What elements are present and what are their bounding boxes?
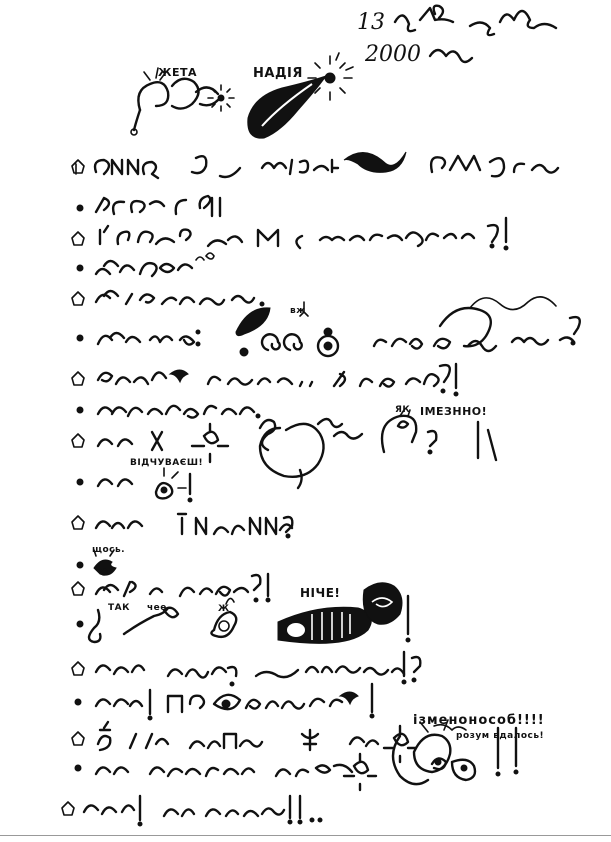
script-row-11 (96, 514, 292, 538)
script-row-12 (94, 550, 116, 575)
script-row-5 (96, 291, 264, 306)
script-row-4 (96, 253, 214, 276)
script-row-16 (96, 684, 374, 720)
label-tak: ТАК (108, 603, 130, 613)
label-imeznno: ІМЕЗННО! (420, 405, 488, 418)
script-row-1 (95, 152, 558, 178)
label-shchos: щось. (92, 545, 126, 555)
feather-comet-icon (248, 53, 353, 138)
label-vidchuvaesh: ВІДЧУВАЄШ! (130, 458, 204, 468)
script-row-19 (84, 796, 322, 826)
script-row-7 (98, 364, 458, 396)
label-yak: ЯК (395, 405, 411, 415)
label-nadiya: НАДІЯ (253, 66, 303, 81)
label-zheta: ЖЕТА (158, 66, 197, 79)
script-row-2 (96, 196, 220, 216)
script-row-8 (98, 406, 260, 418)
sun-icon (208, 85, 234, 111)
label-vzh: вж (290, 306, 306, 316)
header-script (395, 6, 556, 62)
script-row-3 (100, 218, 508, 250)
snail-icon (131, 68, 218, 135)
script-row-10 (98, 468, 192, 502)
star-bullet-icon (62, 160, 84, 815)
script-row-6 (98, 297, 580, 356)
script-row-15 (96, 652, 420, 686)
script-row-14 (89, 583, 410, 644)
date-day: 13 (357, 10, 385, 35)
label-chee: чее (147, 603, 167, 613)
script-row-13 (96, 574, 270, 602)
label-niche: НІЧЕ! (300, 586, 341, 600)
label-izmenonos: ізменонособ!!!! (413, 713, 545, 728)
date-year: 2000 (365, 42, 421, 67)
dot-bullet-icon (75, 205, 83, 771)
script-row-9 (98, 410, 496, 488)
label-zh: Ж (218, 604, 230, 614)
label-rozum-vdalos: розум вдалось! (456, 731, 545, 741)
page-bottom-edge (0, 835, 611, 836)
